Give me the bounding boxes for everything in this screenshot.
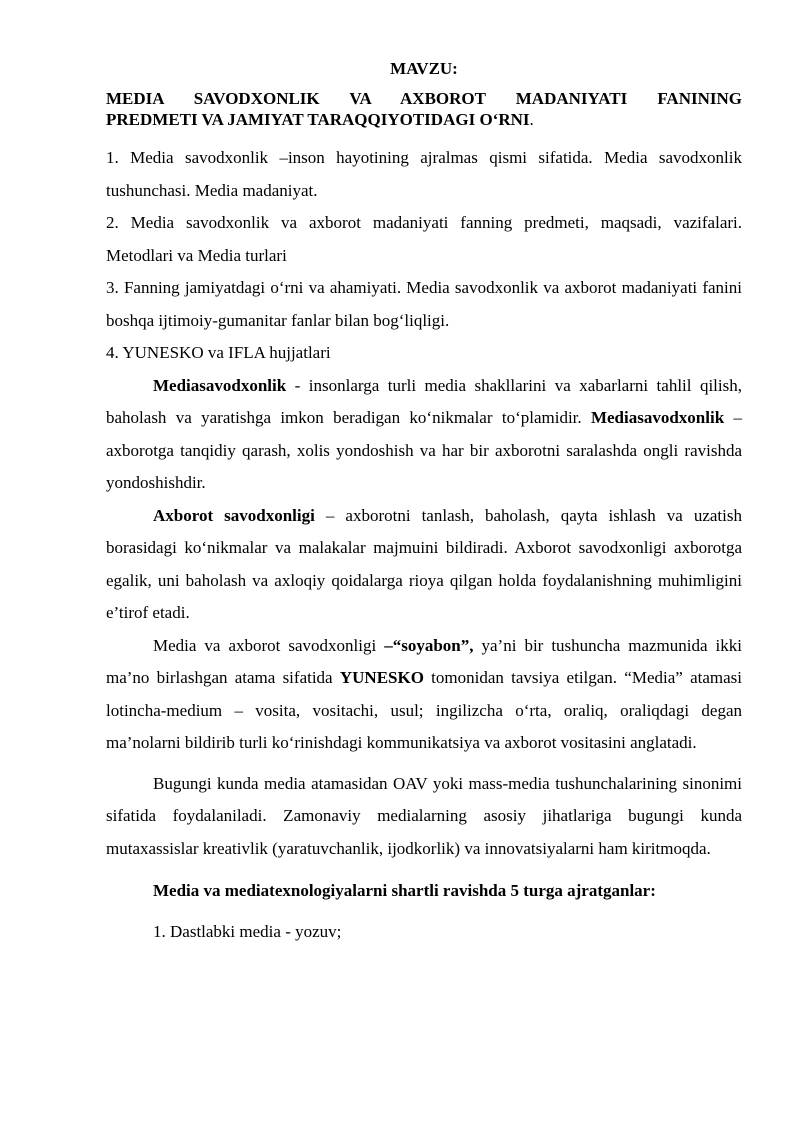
title-line-2-tail: . (529, 110, 534, 129)
paragraph-axborot-savodxonligi (106, 500, 742, 630)
paragraph-text: tomonidan tavsiya etilgan. “Media” atamasi lotincha-medium – vosita, vositachi, usul; ingilizcha o‘rta, oraliq, oraliqdagi degan ma’nolarni bildirib turli ko‘rinishdagi kommunikatsiya va axborot vositasini anglatadi. (106, 668, 742, 752)
term-mediasavodxonlik-1: Mediasavodxonlik (153, 375, 287, 395)
paragraph-text: ya’ni bir tushuncha mazmunida ikki ma’no birlashgan atama sifatida (106, 635, 742, 687)
term-yunesko: YUNESKO (339, 668, 424, 687)
media-types-heading: Media va mediatexnologiyalarni shartli ravishda 5 turga ajratganlar: (153, 881, 656, 900)
term-mediasavodxonlik-2: Mediasavodxonlik (590, 408, 725, 427)
term-soyabon: –“soyabon”, (384, 635, 474, 655)
paragraph-text: Media va axborot savodxonligi (153, 635, 385, 655)
paragraph-bugungi-kunda: Bugungi kunda media atamasidan OAV yoki mass-media tushunchalarining sinonimi sifatida foydalaniladi. Zamonaviy medialarning asosiy jihatlariga bugungi kunda mutaxassislar kreativlik (yaratuvchanlik, ijodkorlik) va innovatsiyalarni ham kiritmoqda. (106, 773, 742, 858)
paragraph-mediasavodxonlik (106, 370, 742, 500)
title-line-1: MEDIA SAVODXONLIK VA AXBOROT MADANIYATI FANINING (106, 89, 742, 108)
outline-item-1: 1. Media savodxonlik –inson hayotining ajralmas qismi sifatida. Media savodxonlik tushunchasi. Media madaniyat. (106, 148, 742, 200)
paragraph-text: – axborotga tanqidiy qarash, xolis yondoshish va har bir axborotni saralashda ongli ravishda yondoshishdir. (106, 408, 742, 492)
outline-item-2: 2. Media savodxonlik va axborot madaniyati fanning predmeti, maqsadi, vazifalari. Metodlari va Media turlari (106, 213, 742, 265)
paragraph-text: - insonlarga turli media shakllarini va xabarlarni tahlil qilish, baholash va yaratishga imkon beradigan ko‘nikmalar to‘plamidir. (106, 375, 742, 427)
outline-item-4: 4. YUNESKO va IFLA hujjatlari (106, 343, 331, 362)
outline-item-3: 3. Fanning jamiyatdagi o‘rni va ahamiyati. Media savodxonlik va axborot madaniyati fanini boshqa ijtimoiy-gumanitar fanlar bilan bog‘liqligi. (106, 278, 742, 330)
paragraph-media-turlari-heading (106, 875, 742, 908)
media-type-item-1: 1. Dastlabki media - yozuv; (153, 921, 342, 941)
paragraph-soyabon (106, 630, 742, 760)
paragraph-text: – axborotni tanlash, baholash, qayta ishlash va uzatish borasidagi ko‘nikmalar va malakalar majmuini bildiradi. Axborot savodxonligi axborotga egalik, uni baholash va axloqiy qoidalarga rioya qilgan holda foydalanishning muhimligini e’tirof etadi. (106, 505, 742, 622)
topic-heading: MAVZU: (390, 59, 458, 78)
title-line-2: PREDMETI VA JAMIYAT TARAQQIYOTIDAGI O‘RNI (106, 110, 530, 129)
document-page (106, 58, 742, 948)
term-axborot-savodxonligi: Axborot savodxonligi (153, 505, 315, 525)
document-title (106, 88, 742, 130)
